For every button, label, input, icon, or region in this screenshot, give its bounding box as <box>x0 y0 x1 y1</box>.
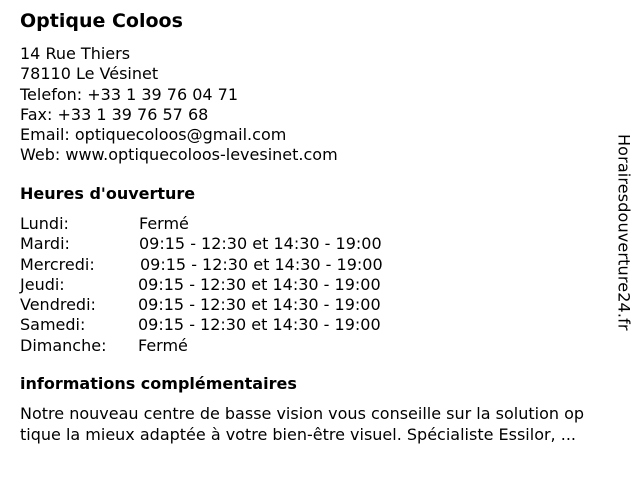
hours-value: 09:15 - 12:30 et 14:30 - 19:00 <box>138 315 381 335</box>
hours-value: 09:15 - 12:30 et 14:30 - 19:00 <box>140 254 383 274</box>
hours-value: Fermé <box>139 214 189 233</box>
day-label: Mercredi: <box>20 254 95 274</box>
hours-row-samedi <box>20 315 440 335</box>
hours-row-dimanche <box>20 336 440 356</box>
day-label: Jeudi: <box>20 274 65 294</box>
additional-info-heading: informations complémentaires <box>20 374 297 393</box>
hours-value: 09:15 - 12:30 et 14:30 - 19:00 <box>138 274 381 294</box>
email-address: Email: optiquecoloos@gmail.com <box>20 125 287 145</box>
day-label: Lundi: <box>20 214 69 233</box>
contact-block <box>20 44 338 166</box>
description-text <box>20 404 634 445</box>
hours-value: Fermé <box>138 335 188 355</box>
hours-row-jeudi <box>20 275 440 295</box>
opening-hours-table <box>20 214 440 356</box>
hours-row-lundi <box>20 214 440 234</box>
hours-value: 09:15 - 12:30 et 14:30 - 19:00 <box>138 295 381 315</box>
day-label: Samedi: <box>20 315 86 335</box>
description-line-2: tique la mieux adaptée à votre bien-être visuel. Spécialiste Essilor, ... <box>20 424 576 444</box>
site-watermark <box>612 134 636 364</box>
fax-number: Fax: +33 1 39 76 57 68 <box>20 104 209 124</box>
opening-hours-heading: Heures d'ouverture <box>20 184 196 203</box>
day-label: Dimanche: <box>20 335 107 355</box>
hours-row-mercredi <box>20 255 440 275</box>
day-label: Vendredi: <box>20 295 96 315</box>
website-url: Web: www.optiquecoloos-levesinet.com <box>20 145 338 165</box>
business-name: Optique Coloos <box>20 10 183 32</box>
hours-value: 09:15 - 12:30 et 14:30 - 19:00 <box>139 234 382 254</box>
city-postcode: 78110 Le Vésinet <box>20 64 159 84</box>
site-watermark-text: Horairesdouverture24.fr <box>614 134 634 331</box>
description-line-1: Notre nouveau centre de basse vision vous conseille sur la solution op <box>20 404 585 423</box>
hours-row-vendredi <box>20 295 440 315</box>
hours-row-mardi <box>20 234 440 254</box>
day-label: Mardi: <box>20 234 70 254</box>
phone-number: Telefon: +33 1 39 76 04 71 <box>20 84 239 104</box>
street-address: 14 Rue Thiers <box>20 44 131 63</box>
